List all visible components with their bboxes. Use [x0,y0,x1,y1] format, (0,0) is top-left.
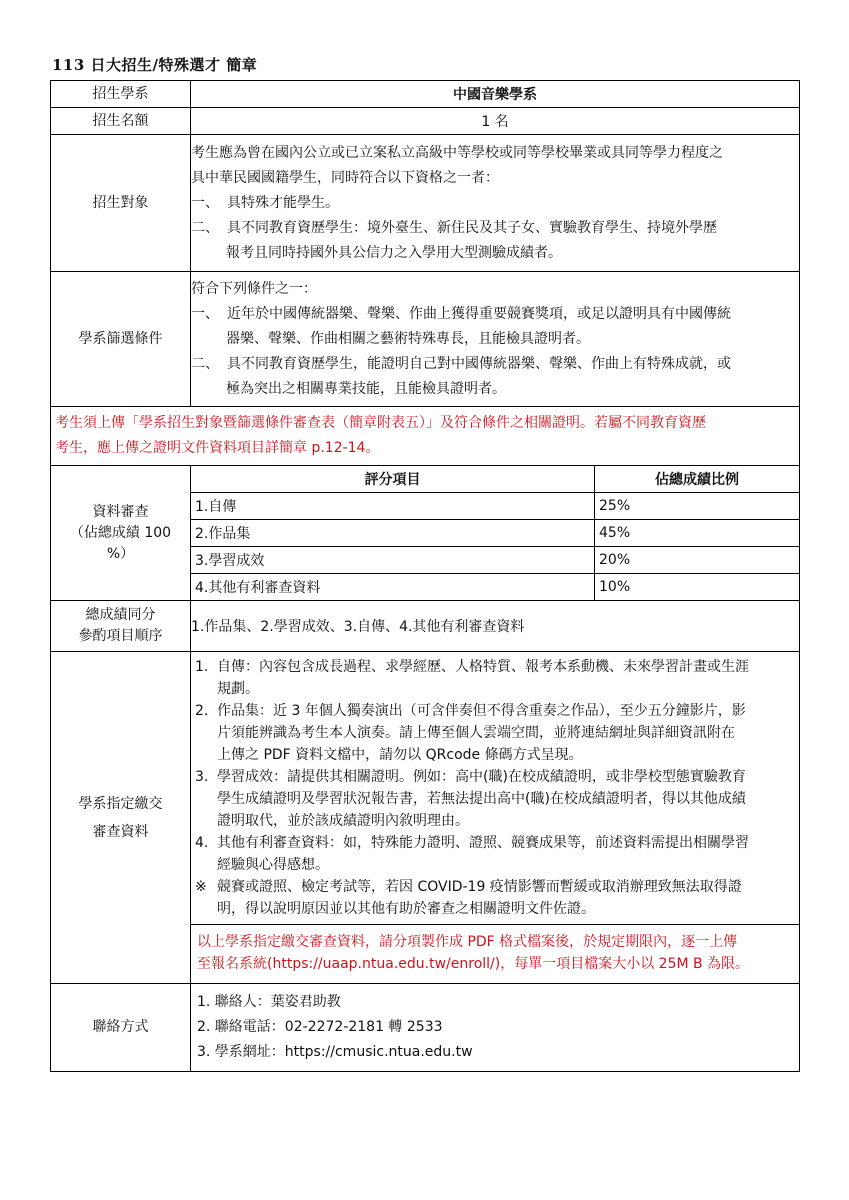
table-row [191,493,799,520]
materials-item-1-num: 1. [195,659,209,675]
contact-phone: 2. 聯絡電話：02-2272-2181 轉 2533 [197,1019,443,1035]
materials-item-4-text [217,832,793,876]
review-item-ratio: 10% [595,574,800,601]
review-item-name: 1.自傳 [191,493,595,520]
materials-item-3-line: 證明取代，並於該成績證明內敘明理由。 [217,813,469,829]
screening-intro: 符合下列條件之一： [191,280,317,297]
screening-item-1-num: 一、 [191,305,219,322]
row-review [51,466,800,601]
list-item [195,832,793,876]
label-target: 招生對象 [51,135,191,272]
target-item-2 [191,216,799,241]
table-row [191,574,799,601]
target-intro-1: 考生應為曾在國內公立或已立案私立高級中等學校或同等學校畢業或具同等學力程度之 [191,144,723,161]
row-contact [51,984,800,1072]
table-row [191,520,799,547]
row-screening [51,272,800,407]
value-department: 中國音樂學系 [191,81,800,108]
target-item-1-num: 一、 [191,194,219,211]
materials-item-1-line: 自傳：內容包含成長過程、求學經歷、人格特質、報考本系動機、未來學習計畫或生涯 [217,659,749,675]
col-header-item: 評分項目 [191,466,595,493]
review-label-1: 資料審查 [92,503,149,520]
label-department: 招生學系 [51,81,191,108]
row-target [51,135,800,272]
row-department [51,81,800,108]
materials-note-mark: ※ [195,879,207,895]
tiebreak-label-2: 參酌項目順序 [78,628,163,644]
materials-note-line: 競賽或證照、檢定考試等，若因 COVID-19 疫情影響而暫緩或取消辦理致無法取得證 [217,879,742,895]
target-item-2-text-2: 報考且同時持國外具公信力之入學用大型測驗成績者。 [226,244,562,261]
target-intro-2: 具中華民國國籍學生，同時符合以下資格之一者： [191,169,499,186]
list-item [195,876,793,920]
materials-note-line: 明，得以說明原因並以其他有助於審查之相關證明文件佐證。 [217,901,595,917]
upload-notice [51,407,800,466]
materials-item-2-line: 作品集：近 3 年個人獨奏演出（可含伴奏但不得含重奏之作品），至少五分鐘影片，影 [217,703,746,719]
review-item-ratio: 20% [595,547,800,574]
value-screening [191,272,800,407]
contact-person: 1. 聯絡人：葉姿君助教 [197,994,341,1010]
materials-label-1: 學系指定繳交 [78,795,163,812]
screening-item-1 [191,302,799,327]
screening-item-2-text-1: 具不同教育資歷學生，能證明自己對中國傳統器樂、聲樂、作曲上有特殊成就，或 [227,355,731,372]
review-item-name: 2.作品集 [191,520,595,547]
materials-item-2-line: 上傳之 PDF 資料文檔中，請勿以 QRcode 條碼方式呈現。 [217,747,583,763]
target-item-1 [191,191,799,216]
review-header-row [191,466,799,493]
screening-item-1-text-2: 器樂、聲樂、作曲相關之藝術特殊專長，且能檢具證明者。 [226,330,590,347]
materials-item-2-num: 2. [195,703,209,719]
label-quota: 招生名額 [51,108,191,135]
materials-cell [191,652,800,984]
materials-item-4-num: 4. [195,835,209,851]
list-item [195,766,793,832]
label-screening: 學系篩選條件 [51,272,191,407]
review-label-2: （佔總成績 100 [69,524,172,541]
table-row [191,547,799,574]
value-quota: 1 名 [191,108,800,135]
screening-item-2-text-2: 極為突出之相關專業技能，且能檢具證明者。 [226,380,506,397]
target-item-1-text: 具特殊才能學生。 [227,194,339,211]
row-materials [51,652,800,984]
target-item-2-text-1: 具不同教育資歷學生：境外臺生、新住民及其子女、實驗教育學生、持境外學歷 [227,219,717,236]
materials-item-2-text [217,700,793,766]
review-item-ratio: 45% [595,520,800,547]
materials-red-line-1: 以上學系指定繳交審查資料，請分項製作成 PDF 格式檔案後，於規定期限內，逐一上傳 [197,934,738,950]
target-item-2-num: 二、 [191,219,219,236]
materials-item-3-num: 3. [195,769,209,785]
materials-upload-notice [191,925,799,983]
screening-item-1-text-1: 近年於中國傳統器樂、聲樂、作曲上獲得重要競賽獎項，或足以證明具有中國傳統 [227,305,731,322]
value-target [191,135,800,272]
row-notice [51,407,800,466]
materials-red-line-2: 至報名系統(https://uaap.ntua.edu.tw/enroll/)，每單一項目檔案大小以 25M B 為限。 [197,956,750,972]
materials-item-1-text [217,656,793,700]
review-item-name: 4.其他有利審查資料 [195,580,321,596]
materials-item-4-line: 其他有利審查資料：如，特殊能力證明、證照、競賽成果等，前述資料需提出相關學習 [217,835,749,851]
label-review [51,466,191,601]
row-tiebreak [51,601,800,652]
screening-item-2 [191,352,799,377]
materials-list [191,652,799,925]
materials-note-text [217,876,793,920]
row-quota [51,108,800,135]
contact-website: 3. 學系網址：https://cmusic.ntua.edu.tw [197,1044,473,1060]
value-contact [191,984,800,1072]
screening-item-2-num: 二、 [191,355,219,372]
review-table-cell [191,466,800,601]
review-label-3: %） [106,545,135,562]
label-contact: 聯絡方式 [51,984,191,1072]
materials-item-3-text [217,766,793,832]
notice-line-2: 考生，應上傳之證明文件資料項目詳簡章 p.12-14。 [55,440,380,456]
document-title: 113 日大招生/特殊選才 簡章 [52,56,258,74]
tiebreak-label-1: 總成績同分 [85,607,156,623]
review-score-table [191,466,799,600]
admission-table [50,80,800,1072]
label-tiebreak [51,601,191,652]
list-item [195,700,793,766]
review-item-ratio: 25% [595,493,800,520]
col-header-ratio: 佔總成績比例 [595,466,800,493]
materials-item-1-line: 規劃。 [217,681,259,697]
materials-item-3-line: 學生成績證明及學習狀況報告書，若無法提出高中(職)在校成績證明者，得以其他成績 [217,791,746,807]
materials-item-2-line: 片須能辨識為考生本人演奏。請上傳至個人雲端空間，並將連結網址與詳細資訊附在 [217,725,735,741]
materials-item-3-line: 學習成效：請提供其相關證明。例如：高中(職)在校成績證明，或非學校型態實驗教育 [217,769,746,785]
value-tiebreak: 1.作品集、2.學習成效、3.自傳、4.其他有利審查資料 [191,601,800,652]
materials-label-2: 審查資料 [92,823,149,840]
notice-line-1: 考生須上傳「學系招生對象暨篩選條件審查表（簡章附表五）」及符合條件之相關證明。若屬不同教育資歷 [55,415,706,431]
materials-item-4-line: 經驗與心得感想。 [217,857,329,873]
label-materials [51,652,191,984]
review-item-name: 3.學習成效 [191,547,595,574]
list-item [195,656,793,700]
